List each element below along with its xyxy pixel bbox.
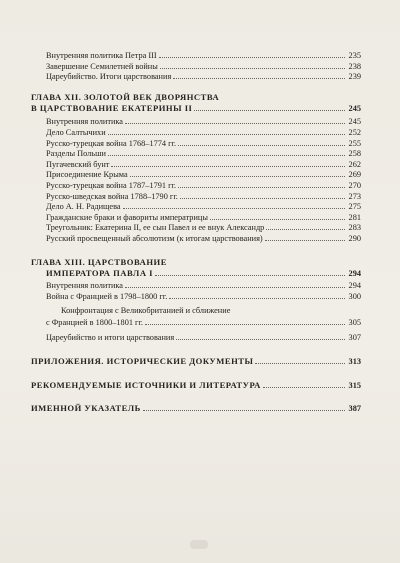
dot-leader <box>145 317 345 325</box>
toc-entry-title: Цареубийство. Итоги царствования <box>46 72 172 82</box>
dot-leader <box>263 380 345 388</box>
toc-entry[interactable] <box>31 212 361 223</box>
toc-entry-page: 269 <box>348 170 361 180</box>
toc-entry-title: Разделы Польши <box>46 149 106 159</box>
toc-entry-title: Внутренняя политика <box>46 117 123 127</box>
chapter-12-page: 245 <box>348 103 361 113</box>
dot-leader <box>108 148 345 156</box>
toc-sources[interactable] <box>31 380 361 391</box>
toc-entry-title: Цареубийство и итоги царствования <box>46 333 175 343</box>
chapter-13-heading-line2: ИМПЕРАТОРА ПАВЛА I <box>46 267 154 278</box>
toc-entry-page: 290 <box>348 233 361 243</box>
toc-appendix[interactable] <box>31 356 361 367</box>
toc-entry-title: Русско-турецкая война 1768–1774 гг. <box>46 138 177 148</box>
dot-leader <box>265 233 345 241</box>
toc-entry-page: 305 <box>348 317 361 327</box>
sources-title: РЕКОМЕНДУЕМЫЕ ИСТОЧНИКИ И ЛИТЕРАТУРА <box>31 379 261 390</box>
toc-entry-title: Треугольник: Екатерина II, ее сын Павел и ее внук Александр <box>46 223 265 233</box>
toc-entry[interactable] <box>31 50 361 61</box>
toc-entry[interactable] <box>31 233 361 244</box>
dot-leader <box>180 191 345 199</box>
toc-entry-page: 252 <box>348 127 361 137</box>
chapter-13-heading[interactable] <box>31 268 361 279</box>
index-title: ИМЕННОЙ УКАЗАТЕЛЬ <box>31 403 141 414</box>
chapter-12-heading[interactable] <box>31 103 361 114</box>
toc-entry-page: 294 <box>348 281 361 291</box>
toc-entry-page: 273 <box>348 191 361 201</box>
sources-page: 315 <box>348 380 361 390</box>
chapter-13-page: 294 <box>348 268 361 278</box>
toc-entry-title: Внутренняя политика <box>46 281 123 291</box>
toc-entry-title: Дело Салтычихи <box>46 127 106 137</box>
dot-leader <box>160 61 345 69</box>
toc-entry-title: Присоединение Крыма <box>46 170 128 180</box>
toc-entry[interactable] <box>31 222 361 233</box>
toc-entry[interactable] <box>31 116 361 127</box>
dot-leader <box>108 127 345 135</box>
toc-entry-multiline-line1[interactable] <box>31 306 361 317</box>
toc-entry-title: Внутренняя политика Петра III <box>46 51 157 60</box>
toc-entry-page: 239 <box>348 72 361 82</box>
toc-entry[interactable] <box>31 332 361 343</box>
toc-entry-page: 235 <box>348 51 361 60</box>
toc-entry-title: Конфронтация с Великобританией и сближение <box>61 306 231 316</box>
toc-entry-title: Русско-шведская война 1788–1790 гг. <box>46 191 178 201</box>
toc-entry-multiline[interactable] <box>31 317 361 328</box>
toc-entry-page: 245 <box>348 117 361 127</box>
dot-leader <box>266 222 345 230</box>
dot-leader <box>169 291 345 299</box>
dot-leader <box>125 280 345 288</box>
toc-entry-page: 300 <box>348 291 361 301</box>
toc-entry-page: 262 <box>348 159 361 169</box>
bleed-through-texture <box>179 452 342 538</box>
toc-entry[interactable] <box>31 201 361 212</box>
toc-entry-page: 255 <box>348 138 361 148</box>
toc-entry-title: Завершение Семилетней войны <box>46 61 158 71</box>
dot-leader <box>178 138 345 146</box>
toc-entry-page: 275 <box>348 202 361 212</box>
toc-entry[interactable] <box>31 191 361 202</box>
appendix-page: 313 <box>348 357 361 367</box>
chapter-12-heading-line2: В ЦАРСТВОВАНИЕ ЕКАТЕРИНЫ II <box>31 102 193 113</box>
dot-leader <box>125 116 345 124</box>
toc-entry-title: Русский просвещенный абсолютизм (к итогам царствования) <box>46 233 263 243</box>
toc-entry[interactable] <box>31 169 361 180</box>
toc-entry-page: 281 <box>348 212 361 222</box>
dot-leader <box>210 212 345 220</box>
dot-leader <box>155 268 345 276</box>
dot-leader <box>123 201 345 209</box>
toc-entry-title: Дело А. Н. Радищева <box>46 202 121 212</box>
toc-entry[interactable] <box>31 71 361 82</box>
toc-entry-title: Гражданские браки и фавориты императрицы <box>46 212 208 222</box>
toc-entry-page: 270 <box>348 180 361 190</box>
toc-index[interactable] <box>31 403 361 414</box>
toc-entry[interactable] <box>31 159 361 170</box>
chapter-12-heading-line1: ГЛАВА XII. ЗОЛОТОЙ ВЕК ДВОРЯНСТВА <box>31 91 220 102</box>
chapter-13-heading-line1: ГЛАВА XIII. ЦАРСТВОВАНИЕ <box>31 256 167 267</box>
bleed-through-mark <box>190 540 208 549</box>
toc-entry[interactable] <box>31 138 361 149</box>
toc-entry[interactable] <box>31 148 361 159</box>
toc-entry[interactable] <box>31 61 361 72</box>
toc-entry-page: 238 <box>348 61 361 71</box>
toc-entry-title: Пугачевский бунт <box>46 159 110 169</box>
dot-leader <box>130 169 345 177</box>
toc-entry[interactable] <box>31 180 361 191</box>
dot-leader <box>173 71 345 79</box>
dot-leader <box>143 403 345 411</box>
toc-entry-title: Война с Францией в 1798–1800 гг. <box>46 291 168 301</box>
toc-entry-page: 258 <box>348 149 361 159</box>
dot-leader <box>111 159 345 167</box>
appendix-title: ПРИЛОЖЕНИЯ. ИСТОРИЧЕСКИЕ ДОКУМЕНТЫ <box>31 356 254 367</box>
dot-leader <box>159 50 345 58</box>
toc-entry-page: 283 <box>348 223 361 233</box>
dot-leader <box>194 103 345 111</box>
toc-entry-page: 307 <box>348 333 361 343</box>
toc-entry-title: Русско-турецкая война 1787–1791 гг. <box>46 180 177 190</box>
dot-leader <box>176 332 345 340</box>
toc-entry[interactable] <box>31 280 361 291</box>
toc-entry-title-cont: с Францией в 1800–1801 гг. <box>46 317 144 327</box>
toc-entry[interactable] <box>31 127 361 138</box>
table-of-contents <box>31 50 361 414</box>
dot-leader <box>178 180 345 188</box>
index-page: 387 <box>348 404 361 414</box>
dot-leader <box>255 356 345 364</box>
toc-entry[interactable] <box>31 291 361 302</box>
